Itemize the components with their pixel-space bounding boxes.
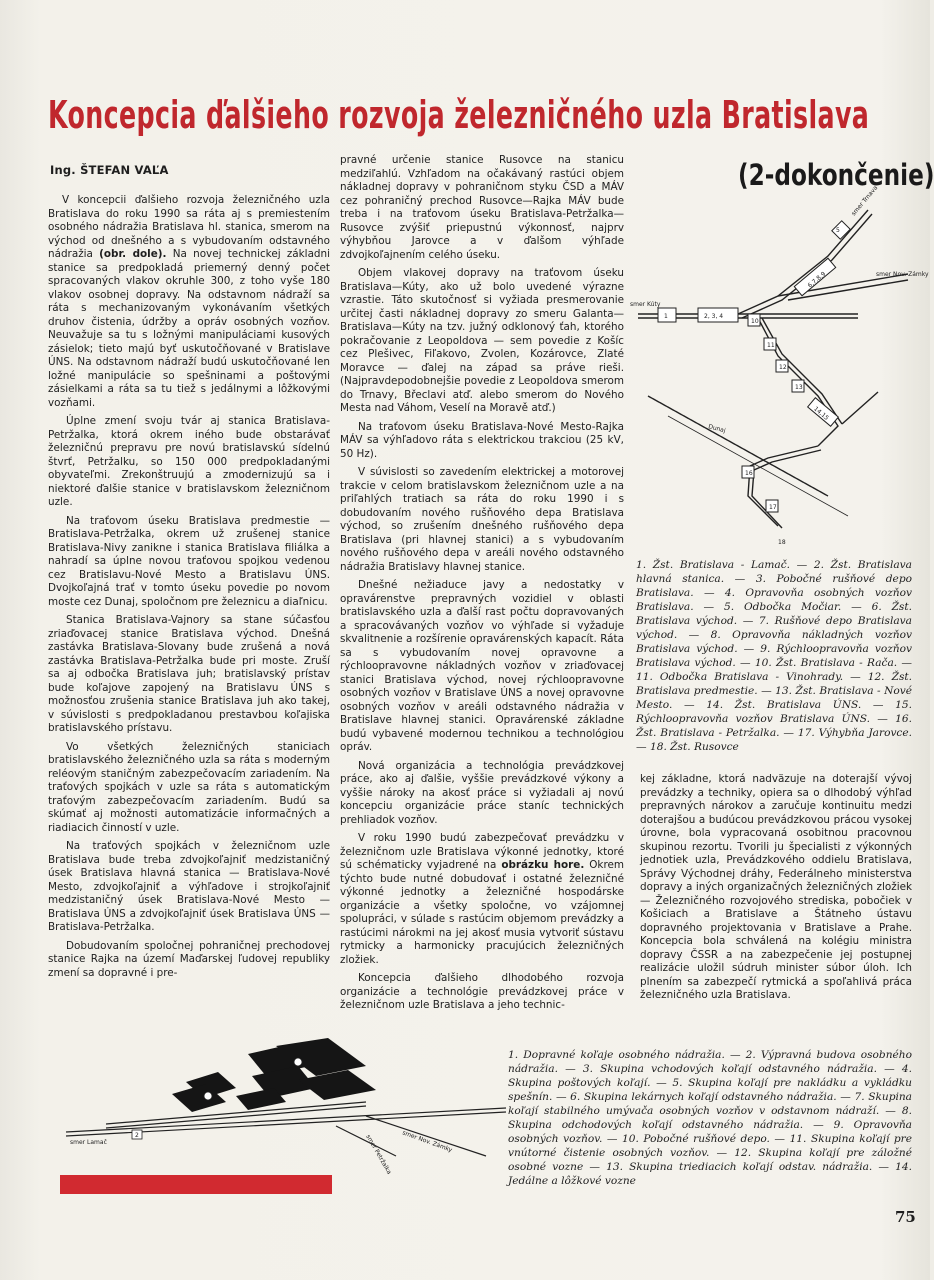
diagram-label: smer Trnava xyxy=(850,184,880,218)
diagram-label: 1 xyxy=(664,313,668,320)
paragraph: V roku 1990 budú zabezpečovať prevádzku v železničnom uzle Bratislava výkonné jednotky, ktoré sú schématicky vyjadrené na obrázku hore. Okrem týchto bude nutné dobudovať i ostatné železničné výkonné jednotky a železničné hospodárske organizácie a všetky spoločne, vo vzájomnej spolupráci, v súlade s rastúcim objemom prevádzky a rastúcimi nárokmi na jej akosť musia vytvoriť sústavu rytmicky a harmonicky pracujúcich železničných zložiek. xyxy=(340,832,625,966)
railway-node-diagram xyxy=(628,184,929,556)
paragraph: Na traťových spojkách v železničnom uzle Bratislava bude treba zdvojkoľajniť medzistaničný úsek Bratislava hlavná stanica — Bratislava-Nové Mesto, zdvojkoľajniť a výhľadove i strojkoľajniť medzistaničný úsek Bratislava-Nové Mesto — Bratislava ÚNS a zdvojkoľajniť úsek Bratislava ÚNS — Bratislava-Petržalka. xyxy=(48,840,330,933)
diagram-label: 6,7,8,9 xyxy=(806,270,828,290)
station-layout-diagram xyxy=(66,1036,506,1176)
diagram-label: 5 xyxy=(836,227,840,234)
text-column-2 xyxy=(340,154,624,1018)
paragraph: Stanica Bratislava-Vajnory sa stane súčasťou zriaďovacej stanice Bratislava východ. Dnešná zastávka Bratislava-Slovany bude zrušená a nová zastávka Bratislava-Petržalka bude pri moste. Zruší sa aj odbočka Bratislava juh; bratislavský prístav bude koľajove zapojený na Bratislavu ÚNS s možnosťou zrušenia stanice Bratislava juh ako takej, v súvislosti s predpokladanou prestavbou koľajiska bratislavského prístavu. xyxy=(48,614,330,734)
figure-caption-bottom: 1. Dopravné koľaje osobného nádražia. — 2. Výpravná budova osobného nádražia. — 3. Skupina vchodových koľají odstavného nádražia. — 4. Skupina poštových koľají. — 5. Skupina koľají pre nakládku a vykládku spešnín. — 6. Skupina lekárnych koľají odstavného nádražia. — 7. Skupina koľají stabilného umývača osobných vozňov v odstavnom nádraží. — 8. Skupina odchodových koľají odstavného nádražia. — 9. Opravovňa osobných vozňov. — 10. Pobočné rušňové depo. — 11. Skupina koľají pre vnútorné čistenie osobných vozňov. — 12. Skupina koľají pre záložné osobné vozne — 13. Skupina triediacich koľají odstav. nádražia. — 14. Jedálne a lôžkové vozne xyxy=(508,1049,912,1187)
paragraph: Úplne zmení svoju tvár aj stanica Bratislava-Petržalka, ktorá okrem iného bude obstarávať železničnú prepravu pre novú bratislavskú sídelnú štvrť, Petržalku, so 150 000 predpokladanými obyvateľmi. Zrekonštruujú a zmodernizujú sa i niektoré ďalšie stanice v bratislavskom železničnom uzle. xyxy=(48,415,330,508)
diagram-label: 17 xyxy=(769,504,777,511)
paragraph: kej základne, ktorá nadväzuje na doterajší vývoj prevádzky a techniky, opiera sa o dlhodobý výhľad prepravných nárokov a zaručuje kontinuitu medzi doterajšou a budúcou prevádzkovou prácou vysokej úrovne, bola vypracovaná osobitnou pracovnou skupinou rezortu. Tvorili ju špecialisti z výkonných jednotiek uzla, Prevádzkového oddielu Bratislava, Správy Východnej dráhy, Federálneho ministerstva dopravy a iných organizačných železničných zložiek — Železničného rozvojového strediska, pobočiek v Košiciach a Bratislave a Štátneho ústavu dopravného projektovania v Bratislave a Prahe. Koncepcia bola schválená na kolégiu ministra dopravy ČSSR a na zabezpečenie jej postupnej realizácie uložil súdruh minister súbor úloh. Ich plnením sa zabezpečí rytmická a spoľahlivá práca železničného uzla Bratislava. xyxy=(640,773,912,1001)
paragraph: V súvislosti so zavedením elektrickej a motorovej trakcie v celom bratislavskom železničnom uzle a na priľahlých tratiach sa ráta do roku 1990 i s dobudovaním nového rušňového depa Bratislava východ, so zrušením dnešného rušňového depa Bratislava (pri hlavnej stanici) a s vybudovaním nového rušňového depa v areáli nového odstavného nádražia Bratislavy hlavnej stanice. xyxy=(340,466,624,573)
paragraph: Na traťovom úseku Bratislava-Nové Mesto-Rajka MÁV sa výhľadovo ráta s elektrickou trakciou (25 kV, 50 Hz). xyxy=(340,420,624,460)
diagram-label: smer Petržalka xyxy=(364,1133,393,1176)
diagram-label: smer Lamač xyxy=(70,1139,107,1146)
article-subtitle: (2-dokončenie) xyxy=(738,158,934,192)
diagram-label: 18 xyxy=(778,539,786,546)
diagram-label: 10 xyxy=(751,318,759,325)
paragraph: Nová organizácia a technológia prevádzkovej práce, ako aj ďalšie, vyššie prevádzkové výkony a vyššie nároky na akosť práce si vyžiadali aj novú koncepciu organizácie práce staníc technických prehliadok vozňov. xyxy=(340,759,624,826)
text-column-3 xyxy=(640,773,912,1008)
diagram-label: smer Nov. Zámky xyxy=(401,1129,454,1154)
paragraph: Vo všetkých železničných staniciach bratislavského železničného uzla sa ráta s moderným reléovým staničným zabezpečovacím zariadením. Na traťových spojkách v uzle sa ráta s automatickým traťovým zabezpečovacím zariadením. Budú sa skúmať aj možnosti automatizácie informačných a riadiacich činností v uzle. xyxy=(48,740,330,834)
diagram-label: 12 xyxy=(779,364,787,371)
figure-caption-top: 1. Žst. Bratislava - Lamač. — 2. Žst. Bratislava hlavná stanica. — 3. Pobočné rušňové depo Bratislava. — 4. Opravovňa osobných vozňov Bratislava. — 5. Odbočka Močiar. — 6. Žst. Bratislava východ. — 7. Rušňové depo Bratislava východ. — 8. Opravovňa nákladných vozňov Bratislava východ. — 9. Rýchloopravovňa vozňov Bratislava východ. — 10. Žst. Bratislava - Rača. — 11. Odbočka Bratislava - Vinohrady. — 12. Žst. Bratislava predmestie. — 13. Žst. Bratislava - Nové Mesto. — 14. Žst. Bratislava ÚNS. — 15. Rýchloopravovňa vozňov Bratislava ÚNS. — 16. Žst. Bratislava - Petržalka. — 17. Výhybňa Jarovce. — 18. Žst. Rusovce xyxy=(636,559,912,753)
diagram-label: 16 xyxy=(745,470,753,477)
paragraph: Na traťovom úseku Bratislava predmestie — Bratislava-Petržalka, okrem už zrušenej stanice Bratislava-Nivy zanikne i stanica Bratislava filiálka a nahradí sa úplne novou traťovou spojkou vedenou cez Bratislavu-Nové Mesto a Bratislavu ÚNS. Dvojkoľajná trať v tomto úseku povedie po novom moste cez Dunaj, spoločnom pre železnicu a diaľnicu. xyxy=(48,514,330,608)
diagram-label: 2 xyxy=(135,1132,139,1139)
paragraph: pravné určenie stanice Rusovce na stanicu medziľahlú. Vzhľadom na očakávaný rastúci objem nákladnej dopravy v pohraničnom styku ČSD a MÁV cez pohraničný prechod Rusovce—Rajka MÁV bude treba i na traťovom úseku Bratislava-Petržalka—Rusovce zvýšiť priepustnú výkonnosť, najprv výhybňou Jarovce a v ďalšom výhľade zdvojkoľajnením celého úseku. xyxy=(340,154,624,261)
diagram-label: smer Kúty xyxy=(630,301,661,308)
paragraph: V koncepcii ďalšieho rozvoja železničného uzla Bratislava do roku 1990 sa ráta aj s premiestením osobného nádražia Bratislava hl. stanica, smerom na východ od dnešného a s vybudovaním odstavného nádražia (obr. dole). Na novej technickej základni stanice sa predpokladá priemerný denný počet spracovaných vlakov okruhle 300, z toho vyše 180 vlakov osobnej dopravy. Na odstavnom nádraží sa ráta s mechanizovaným vykonávaním všetkých druhov čistenia, údržby a opráv osobných vozňov. Neuvažuje sa tu s ložnými manipuláciami kusových zásielok; tieto majú byť uskutočňované v Bratislave ÚNS. Na odstavnom nádraží budú uskutočňované len ložné manipulácie so spešninami a poštovými zásielkami a ráta sa tu tiež s jedálnymi a lôžkovými vozňami. xyxy=(48,194,330,409)
paragraph: Dnešné nežiaduce javy a nedostatky v opravárenstve prepravných vozidiel v oblasti bratislavského uzla a ďalší rast počtu dopravovaných a spracovávaných vozňov vo výhľade si vyžaduje skvalitnenie a rozšírenie opravárenských kapacít. Ráta sa s vybudovaním novej opravovne a rýchloopravovne nákladných vozňov v zriaďovacej stanici Bratislava východ, novej rýchloopravovne osobných vozňov v Bratislave ÚNS a novej opravovne osobných vozňov v areáli odstavného nádražia v Bratislave hlavnej stanici. Opravárenské základne budú vybavené modernou technikou a technológiou opráv. xyxy=(340,579,624,753)
diagram-label: 14,15 xyxy=(812,405,830,422)
article-title: Koncepcia ďalšieho rozvoja železničného uzla Bratislava xyxy=(48,93,870,137)
page-number: 75 xyxy=(895,1208,916,1226)
paragraph: Koncepcia ďalšieho dlhodobého rozvoja organizácie a technológie prevádzkovej práce v železničnom uzle Bratislava a jeho technic- xyxy=(340,972,624,1011)
diagram-label: Dunaj xyxy=(707,423,727,435)
diagram-label: 13 xyxy=(795,384,803,391)
paragraph: Objem vlakovej dopravy na traťovom úseku Bratislava—Kúty, ako už bolo uvedené výrazne vzrastie. Táto skutočnosť si vyžiada presmerovanie určitej časti nákladnej dopravy zo smeru Galanta—Bratislava—Kúty na tzv. južný odklonový ťah, ktorého pokračovanie z Leopoldova — sem povedie z Košíc cez Plešivec, Fiľakovo, Zvolen, Kozárovce, Zlaté Moravce — ďalej na západ sa práve rieši. (Najpravdepodobnejšie povedie z Leopoldova smerom do Trnavy, Břeclavi atď. alebo smerom do Nového Mesta nad Váhom, Veselí na Moravě atď.) xyxy=(340,267,624,414)
diagram-label: 2, 3, 4 xyxy=(704,313,724,320)
diagram-label: smer Nov. Zámky xyxy=(876,271,929,278)
paragraph: Dobudovaním spoločnej pohraničnej prechodovej stanice Rajka na území Maďarskej ľudovej republiky zmení sa dopravné i pre- xyxy=(48,939,330,979)
decorative-red-bar xyxy=(60,1175,332,1194)
text-column-1 xyxy=(48,194,330,985)
article-author: Ing. ŠTEFAN VAĽA xyxy=(50,163,169,177)
diagram-label: 11 xyxy=(767,342,775,349)
